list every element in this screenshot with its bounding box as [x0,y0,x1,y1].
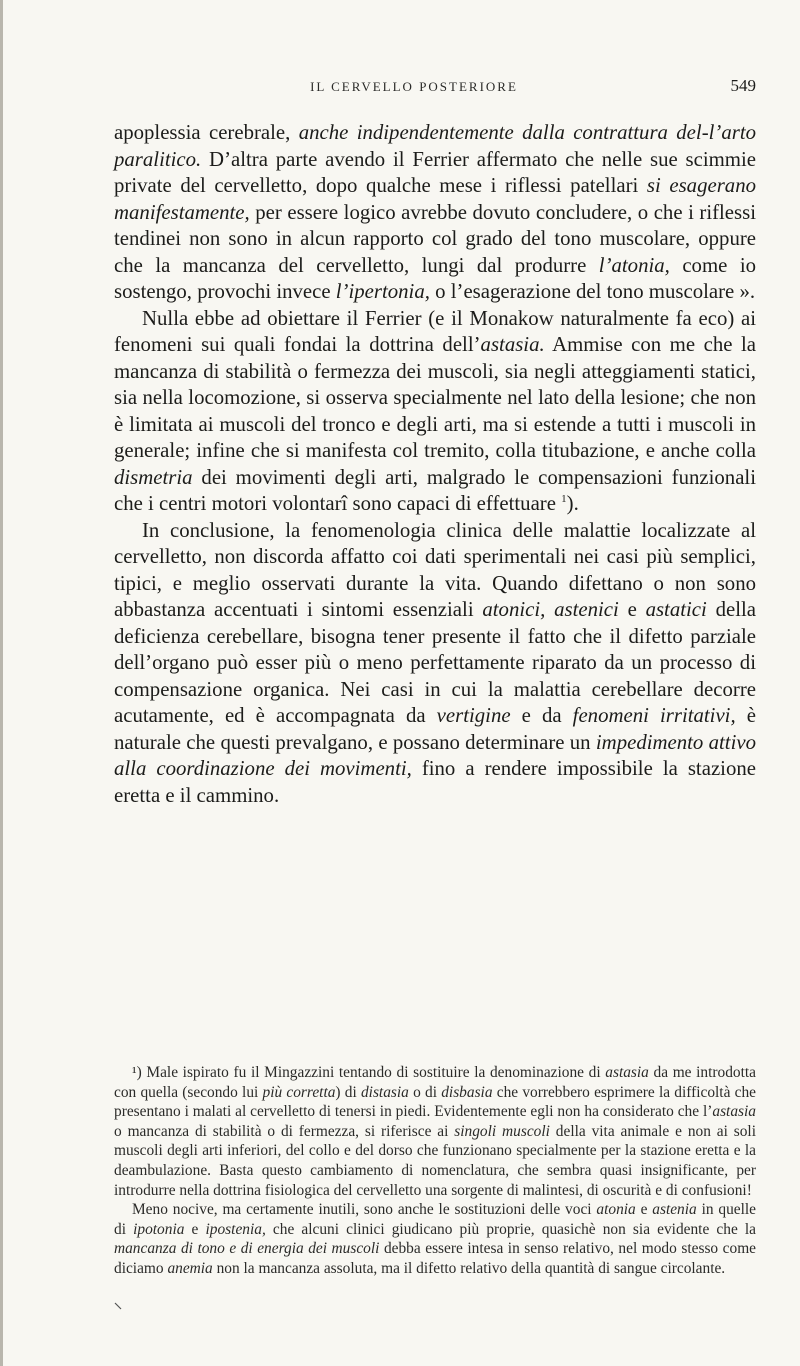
text-run: ) di [335,1083,361,1101]
text-run: debba essere intesa in senso relativo, nel modo stesso come diciamo [114,1240,756,1277]
page-header [72,76,756,100]
italic-run: ipotonia [133,1220,185,1238]
italic-run: anche indipendentemente dalla contrattura del-l’arto paralitico. [114,121,756,171]
text-run: ). [566,492,579,515]
footnote-ref: 1 [561,493,567,506]
italic-run: astatici [645,598,707,621]
text-run: Ammise con me che la mancanza di stabilità o fermezza dei muscoli, sia negli atteggiamenti statici, sia nella locomozione, si osserva specialmente nel lato della lesione; che non è limitata ai muscoli del tronco e degli arti, ma si estende a tutti i muscoli in generale; infine che si manifesta col tremito, colla titubazione, e anche colla [114,333,756,462]
italic-run: astasia [712,1103,756,1121]
text-run: In conclusione, la fenomenologia clinica delle malattie localizzate al cervelletto, non discorda affatto coi dati sperimentali nei casi più semplici, tipici, e meglio osservati durante la vita. Quando difettano o non sono abbastanza accentuati i sintomi essenziali [114,518,756,621]
footnote-1 [114,1063,756,1200]
text-run: come io sostengo, provochi invece [114,253,756,303]
italic-run: disbasia [441,1083,493,1101]
footnotes [114,1063,756,1279]
italic-run: dismetria [114,465,193,489]
text-run: Meno nocive, ma certamente inutili, sono anche le sostituzioni delle voci [132,1201,597,1219]
italic-run: più corretta [262,1083,336,1101]
paragraph-3 [114,518,756,810]
italic-run: si esagerano manifestamente, [114,174,756,224]
footnote-marker: ¹) [132,1064,142,1081]
text-run: della deficienza cerebellare, bisogna tener presente il fatto che il difetto parziale dell’organo può esser più o meno perfettamente riparato da un processo di compensazione organica. Nei casi in cui la malattia cerebellare decorre acutamente, ed è accompagnata da [114,598,756,727]
text-run: Nulla ebbe ad obiettare il Ferrier (e il Monakow naturalmente fa eco) ai fenomeni sui quali fondai la dottrina dell’ [114,306,756,356]
paragraph-2 [114,306,756,518]
text-run: o mancanza di stabilità o di fermezza, si riferisce ai [114,1122,455,1140]
text-run: in quelle di [114,1201,756,1238]
italic-run: astasia. [480,333,545,356]
running-head: IL CERVELLO POSTERIORE [310,79,518,94]
ink-mark [114,1302,122,1310]
text-run: Male ispirato fu il Mingazzini tentando di sostituire la denominazione di [141,1064,606,1081]
italic-run: astenia [652,1201,697,1219]
footnote-2 [114,1200,756,1278]
text-run: che alcuni clinici giudicano più proprie, quasichè non sia evidente che la [265,1220,757,1238]
text-run: D’altra parte avendo il Ferrier affermato che nelle sue scimmie private del cervelletto, dopo qualche mese i riflessi patellari [114,147,756,197]
text-run: non la mancanza assoluta, ma il difetto relativo della quantità di sangue circolante. [212,1259,726,1277]
text-run: o l’esagerazione del tono muscolare ». [429,280,756,303]
page-edge [0,0,3,1366]
italic-run: atonia [596,1201,636,1219]
text-run: apoplessia cerebrale, [114,121,299,144]
body-text [114,120,756,809]
text-run: è naturale che questi prevalgano, e possano determinare un [114,704,756,754]
text-run: dei movimenti degli arti, malgrado le compensazioni funzionali che i centri motori volontarî sono capaci di effettuare [114,465,756,515]
italic-run: mancanza di tono e di energia dei muscoli [114,1240,380,1258]
text-run: della vita animale e non ai soli muscoli degli arti inferiori, del collo e del dorso che funzionano specialmente per la stazione eretta e la deambulazione. Basta questo cambiamento di nomenclatura, che sembra quasi insignificante, per introdurre nella dottrina fisiologica del cervelletto una sorgente di malintesi, di oscurità e di confusioni! [114,1122,756,1199]
text-run: per essere logico avrebbe dovuto concludere, o che i riflessi tendinei non sono in alcun rapporto col grado del tono muscolare, oppure che la mancanza del cervelletto, lungi dal produrre [114,200,756,277]
text-run: e [618,598,646,621]
text-run: che vorrebbero esprimere la difficoltà che presentano i malati al cervelletto di tenersi in piedi. Evidentemente egli non ha considerato che l’ [114,1083,756,1121]
text-run: o di [408,1083,442,1101]
italic-run: singoli muscoli [454,1122,550,1140]
italic-run: astasia [605,1064,649,1081]
italic-run: impedimento attivo alla coordinazione dei movimenti, [114,730,756,780]
italic-run: vertigine [436,704,511,727]
text-run: da me introdotta con quella (secondo lui [114,1064,757,1101]
page-number: 549 [730,76,756,95]
text-run: e [635,1201,653,1219]
italic-run: atonici, astenici [482,598,619,621]
paragraph-1 [114,120,756,306]
italic-run: l’atonia, [598,253,670,277]
text-run: e [184,1220,206,1238]
italic-run: l’ipertonia, [335,280,430,303]
text-run: e da [510,704,573,727]
italic-run: distasia [360,1083,409,1101]
italic-run: fenomeni irritativi, [572,704,736,727]
italic-run: ipostenia, [205,1220,266,1238]
text-run: fino a rendere impossibile la stazione eretta e il cammino. [114,757,756,807]
italic-run: anemia [167,1259,213,1277]
